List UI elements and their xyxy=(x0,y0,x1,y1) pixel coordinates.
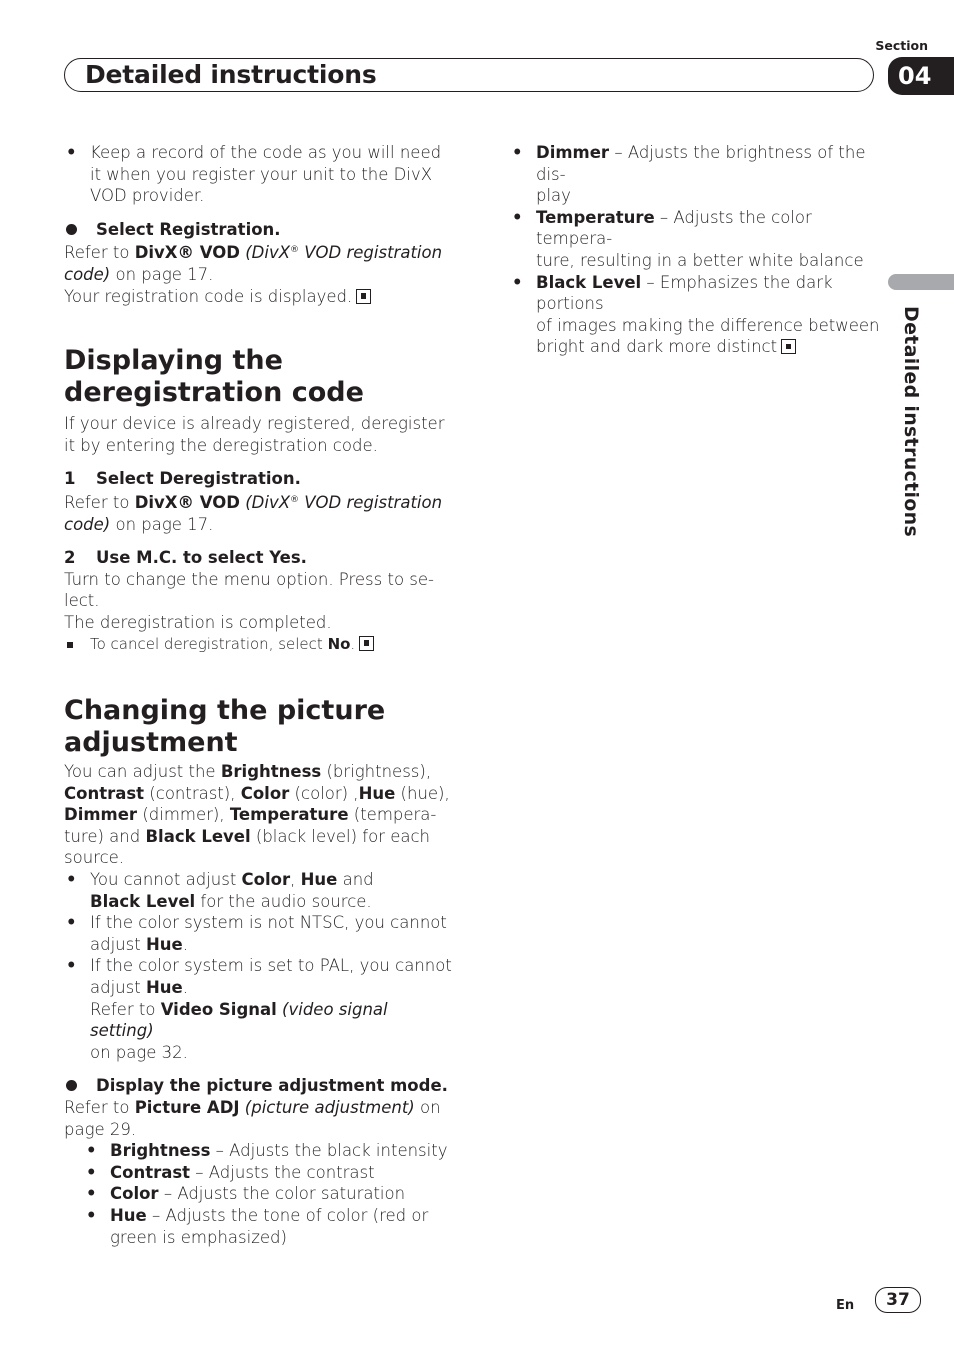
section-number-badge: 04 xyxy=(888,57,954,95)
section-label: Section xyxy=(875,38,928,53)
side-tab-marker xyxy=(888,274,954,290)
list-item: • Contrast – Adjusts the contrast xyxy=(84,1162,454,1184)
list-item: • Temperature – Adjusts the color tempera- ture, resulting in a better white balance xyxy=(510,207,880,272)
step-2-use-mc: 2 Use M.C. to select Yes. xyxy=(64,548,307,568)
list-item: • Hue – Adjusts the tone of color (red or green is emphasized) xyxy=(84,1205,454,1248)
list-item: • Black Level – Emphasizes the dark portions of images making the difference between bright and dark more distinct xyxy=(510,272,880,358)
list-item: • Color – Adjusts the color saturation xyxy=(84,1183,454,1205)
header-bar xyxy=(64,58,874,92)
list-item: • Dimmer – Adjusts the brightness of the dis- play xyxy=(510,142,880,207)
step-1-select-deregistration: 1 Select Deregistration. xyxy=(64,469,301,489)
page-number: 37 xyxy=(875,1287,921,1313)
end-mark-icon xyxy=(359,636,374,651)
picture-intro: You can adjust the Brightness (brightness), Contrast (contrast), Color (color) ,Hue (hue), Dimmer (dimmer), Temperature (tempera- ture) and Black Level (black level) for each source. xyxy=(64,762,450,868)
bullet-not-ntsc: • If the color system is not NTSC, you cannot adjust Hue. xyxy=(64,912,454,955)
deregistration-completed: The deregistration is completed. xyxy=(64,612,332,632)
turn-instruction: Turn to change the menu option. Press to se- lect. xyxy=(64,569,434,611)
deregistration-reference: Refer to DivX® VOD (DivX® VOD registration code) on page 17. xyxy=(64,492,443,534)
language-label: En xyxy=(836,1298,855,1313)
bullet-keep-record: • Keep a record of the code as you will need it when you register your unit to the DivX VOD provider. xyxy=(64,142,454,207)
side-tab-label: Detailed instructions xyxy=(900,306,922,538)
deregistration-intro: If your device is already registered, deregister it by entering the deregistration code. xyxy=(64,414,445,455)
heading-deregistration: Displaying the deregistration code xyxy=(64,345,364,409)
end-mark-icon xyxy=(356,289,371,304)
left-column xyxy=(64,142,454,1248)
registration-displayed: Your registration code is displayed. xyxy=(64,286,454,308)
picture-adj-reference: Refer to Picture ADJ (picture adjustment) on page 29. xyxy=(64,1098,441,1139)
step-select-registration: Select Registration. xyxy=(64,219,454,241)
list-item: • Brightness – Adjusts the black intensity xyxy=(84,1140,454,1162)
registration-reference: Refer to DivX® VOD (DivX® VOD registration code) on page 17. xyxy=(64,243,443,284)
page-title: Detailed instructions xyxy=(85,60,377,89)
bullet-pal: • If the color system is set to PAL, you cannot adjust Hue. Refer to Video Signal (video signal setting) on page 32. xyxy=(64,955,454,1063)
step-display-picture-mode: Display the picture adjustment mode. xyxy=(64,1075,454,1097)
note-cancel-deregistration: To cancel deregistration, select No. xyxy=(64,634,454,656)
bullet-audio-source: • You cannot adjust Color, Hue and Black Level for the audio source. xyxy=(64,869,454,912)
heading-picture-adjustment: Changing the picture adjustment xyxy=(64,695,386,759)
right-column xyxy=(510,142,880,358)
end-mark-icon xyxy=(781,339,796,354)
